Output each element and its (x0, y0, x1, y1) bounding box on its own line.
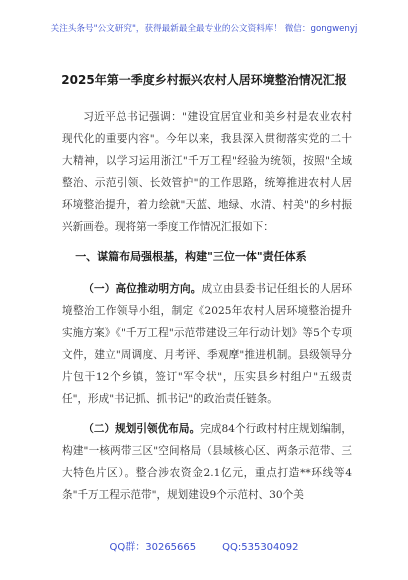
subsection-heading: （二）规划引领优布局。 (83, 423, 201, 435)
intro-paragraph: 习近平总书记强调："建设宜居宜业和美乡村是农业农村现代化的重要内容"。今年以来，我县深入贯彻落实党的二十大精神，以学习运用浙江"千万工程"经验为统领，按照"全域整治、示范引领、长效管护"的工作思路，统筹推进农村人居环境整治提升，着力绘就"天蓝、地绿、水清、村美"的乡村振兴新画卷。现将第一季度工作情况汇报如下： (62, 111, 352, 233)
qq-group-number: QQ群：30265665 (109, 542, 197, 553)
section-heading: 一、谋篇布局强根基，构建"三位一体"责任体系 (75, 250, 307, 263)
promo-header: 关注头条号"公文研究"，获得最新最全最专业的公文资料库！ 微信：gongwenyj (50, 24, 358, 34)
document-body (62, 106, 352, 514)
subsection-text: 完成84个行政村村庄规划编制，构建"一核两带三区"空间格局（县域核心区、两条示范带、三大特色片区）。整合涉农资金2.1亿元，重点打造**环线等4条"千万工程示范带"，规划建设9个示范村、30个美 (62, 423, 353, 501)
subsection-paragraph (62, 278, 352, 410)
qq-contact-number: QQ:535304092 (222, 542, 299, 553)
promo-footer (0, 538, 408, 553)
subsection-paragraph (62, 418, 352, 506)
subsection-heading: （一）高位推动明方向。 (83, 283, 202, 295)
subsection-text: 成立由县委书记任组长的人居环境整治工作领导小组，制定《2025年农村人居环境整治提升实施方案》《"千万工程"示范带建设三年行动计划》等5个专项文件，建立"周调度、月考评、季观摩"推进机制。县级领导分片包干12个乡镇，签订"军令状"，压实县乡村组户"五级责任"，形成"书记抓、抓书记"的政治责任链条。 (62, 283, 353, 405)
document-title: 2025年第一季度乡村振兴农村人居环境整治情况汇报 (61, 73, 347, 87)
